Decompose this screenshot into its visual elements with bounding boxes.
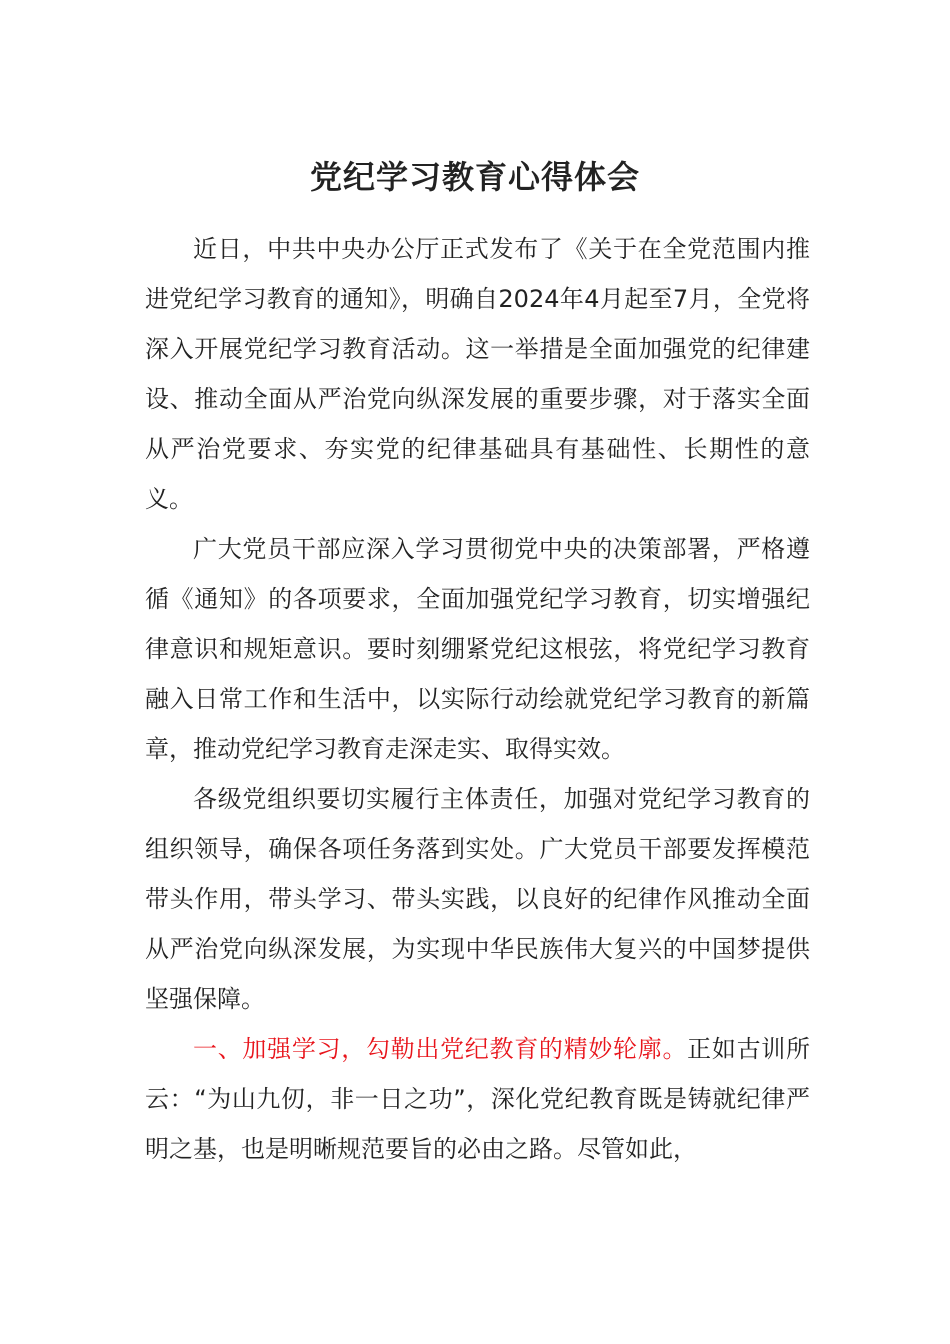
document-body	[145, 224, 810, 1174]
paragraph-intro: 近日，中共中央办公厅正式发布了《关于在全党范围内推进党纪学习教育的通知》，明确自2024年4月起至7月，全党将深入开展党纪学习教育活动。这一举措是全面加强党的纪律建设、推动全面从严治党向纵深发展的重要步骤，对于落实全面从严治党要求、夯实党的纪律基础具有基础性、长期性的意义。	[145, 235, 810, 513]
paragraph-section-one	[145, 1024, 810, 1174]
section-one-heading: 一、加强学习，勾勒出党纪教育的精妙轮廓。	[193, 1035, 688, 1063]
paragraph-requirements: 广大党员干部应深入学习贯彻党中央的决策部署，严格遵循《通知》的各项要求，全面加强党纪学习教育，切实增强纪律意识和规矩意识。要时刻绷紧党纪这根弦，将党纪学习教育融入日常工作和生活中，以实际行动绘就党纪学习教育的新篇章，推动党纪学习教育走深走实、取得实效。	[145, 535, 810, 763]
section-one-text: 正如古训所云：“为山九仞，非一日之功”，深化党纪教育既是铸就纪律严明之基，也是明晰规范要旨的必由之路。尽管如此，	[145, 1035, 811, 1163]
paragraph-responsibility: 各级党组织要切实履行主体责任，加强对党纪学习教育的组织领导，确保各项任务落到实处。广大党员干部要发挥模范带头作用，带头学习、带头实践，以良好的纪律作风推动全面从严治党向纵深发展，为实现中华民族伟大复兴的中国梦提供坚强保障。	[145, 785, 810, 1013]
document-title: 党纪学习教育心得体会	[309, 158, 640, 196]
